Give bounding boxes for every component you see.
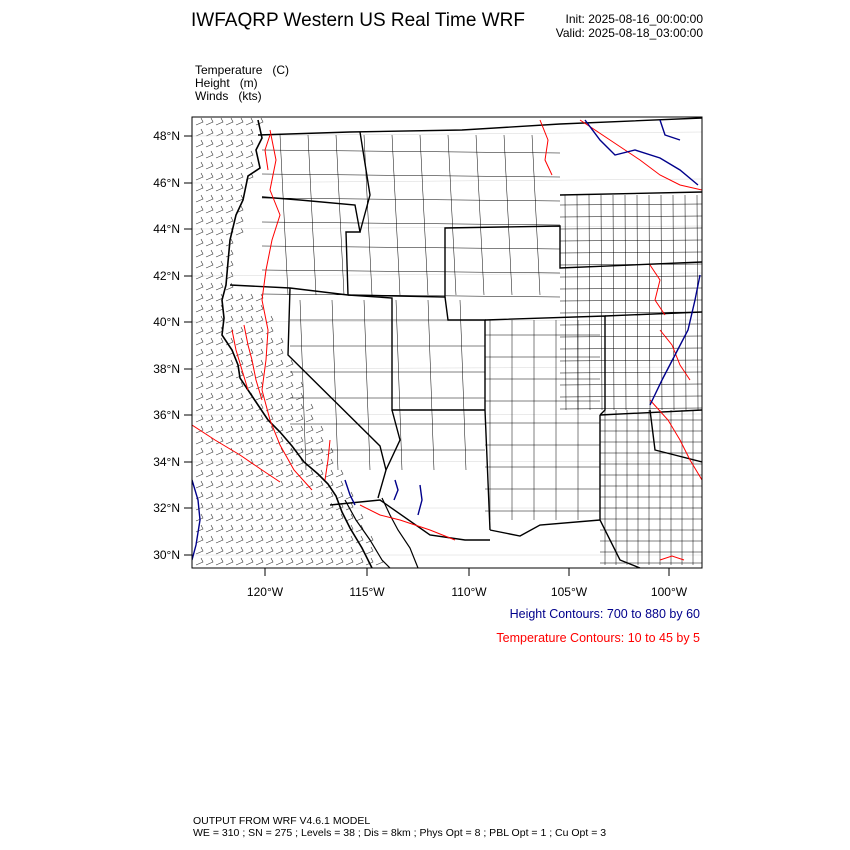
chart-title: IWFAQRP Western US Real Time WRF (191, 10, 525, 31)
lat-label-34: 34°N (153, 455, 180, 469)
lat-label-46: 46°N (153, 176, 180, 190)
lat-label-30: 30°N (153, 548, 180, 562)
lon-label-110: 110°W (451, 585, 487, 599)
lat-label-42: 42°N (153, 269, 180, 283)
field-winds: Winds (kts) (195, 89, 262, 103)
init-time: Init: 2025-08-16_00:00:00 (565, 12, 703, 26)
field-height: Height (m) (195, 76, 258, 90)
footer-config-line: WE = 310 ; SN = 275 ; Levels = 38 ; Dis = 8km ; Phys Opt = 8 ; PBL Opt = 1 ; Cu Opt = 3 (193, 827, 607, 839)
lat-label-48: 48°N (153, 129, 180, 143)
model-footer (193, 815, 606, 839)
lat-label-32: 32°N (153, 501, 180, 515)
height-contours-legend: Height Contours: 700 to 880 by 60 (509, 607, 700, 621)
lat-label-40: 40°N (153, 315, 180, 329)
lon-label-115: 115°W (349, 585, 385, 599)
lat-label-44: 44°N (153, 222, 180, 236)
field-temperature: Temperature (C) (195, 63, 290, 77)
footer-model-line: OUTPUT FROM WRF V4.6.1 MODEL (193, 815, 371, 827)
lon-label-105: 105°W (550, 585, 588, 599)
temperature-contours-legend: Temperature Contours: 10 to 45 by 5 (496, 631, 700, 645)
lat-label-38: 38°N (153, 362, 180, 376)
valid-time: Valid: 2025-08-18_03:00:00 (555, 26, 703, 40)
lat-label-36: 36°N (153, 408, 180, 422)
lon-label-120: 120°W (246, 585, 284, 599)
lon-label-100: 100°W (650, 585, 688, 599)
